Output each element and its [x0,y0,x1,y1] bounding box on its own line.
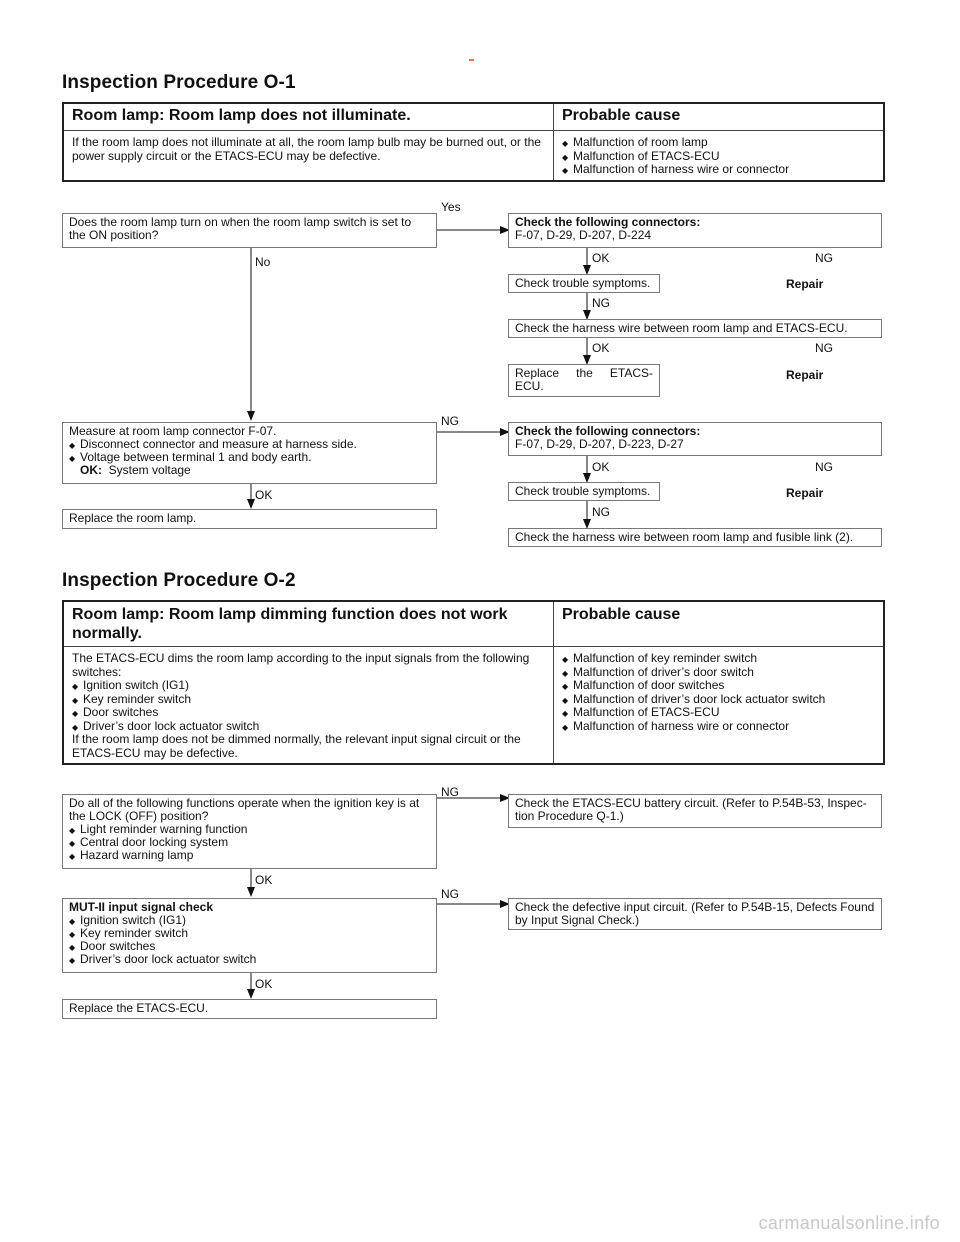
yes-label: Yes [441,200,461,214]
o1-trouble2-box: Check trouble symptoms. [508,482,660,501]
o2-cause-header: Probable cause [554,601,885,647]
o1-conn1-box [508,213,882,248]
o2-table-title: Room lamp: Room lamp dimming function does not work normally. [63,601,554,647]
function-item: ◆ Hazard warning lamp [69,849,430,862]
conn1-list: F-07, D-29, D-207, D-224 [515,228,652,242]
switch-item: ◆ Ignition switch (IG1) [72,679,545,693]
conn1-title: Check the following connectors: [515,215,701,229]
mut-title: MUT-II input signal check [69,900,214,914]
o2-desc-intro: The ETACS-ECU dims the room lamp according to the input signals from the following switches: [72,651,530,679]
o2-heading: Inspection Procedure O-2 [62,570,296,591]
ng-label: NG [592,505,610,519]
o1-description: If the room lamp does not illuminate at all, the room lamp bulb may be burned out, or the power supply circuit or the ETACS-ECU may be defective. [63,131,554,181]
ok-label: OK [255,977,273,991]
ng-label: NG [441,887,459,901]
mut-item: ◆ Driver’s door lock actuator switch [69,953,430,966]
repair-label: Repair [786,277,824,291]
no-label: No [255,255,271,269]
switch-item: ◆ Driver’s door lock actuator switch [72,720,545,734]
o1-conn2-box [508,422,882,456]
measure-list [69,438,430,464]
switch-item: ◆ Key reminder switch [72,693,545,707]
o2-q1-list [69,823,430,862]
o1-q1-box: Does the room lamp turn on when the room lamp switch is set to the ON position? [62,213,437,248]
ok-spec-label: OK: [80,463,102,477]
o1-measure-box [62,422,437,484]
cause-item: ◆ Malfunction of driver’s door switch [562,666,875,680]
function-item: ◆ Central door locking system [69,836,430,849]
ng-label: NG [441,785,459,799]
switch-item: ◆ Door switches [72,706,545,720]
ok-label: OK [255,873,273,887]
o2-q1-box [62,794,437,869]
ok-label: OK [592,251,610,265]
ng-label: NG [815,251,833,265]
o1-harness1-box: Check the harness wire between room lamp and ETACS-ECU. [508,319,882,338]
o1-cause-header: Probable cause [554,103,885,131]
repair-label: Repair [786,486,824,500]
ng-label: NG [441,414,459,428]
o2-switch-list [72,679,545,733]
o1-replace-ecu-box: Replace the ETACS-ECU. [508,364,660,397]
ok-spec-value: System voltage [108,463,191,477]
o1-trouble1-box: Check trouble symptoms. [508,274,660,293]
o2-defective-check-box: Check the defective input circuit. (Refer to P.54B-15, Defects Found by Input Signal Check.) [508,898,882,930]
ok-label: OK [255,488,273,502]
o2-cause-table [62,600,885,765]
ok-label: OK [592,460,610,474]
o2-battery-check-box: Check the ETACS-ECU battery circuit. (Refer to P.54B-53, Inspec-tion Procedure Q-1.) [508,794,882,828]
ng-label: NG [815,460,833,474]
o1-harness2-box: Check the harness wire between room lamp and fusible link (2). [508,528,882,547]
measure-title: Measure at room lamp connector F-07. [69,424,277,438]
o1-replace-lamp-box: Replace the room lamp. [62,509,437,529]
function-item: ◆ Light reminder warning function [69,823,430,836]
measure-item: ◆ Disconnect connector and measure at harness side. [69,438,430,451]
o2-causes-list [562,652,875,733]
cause-item: ◆ Malfunction of harness wire or connector [562,720,875,734]
o2-q1-text: Do all of the following functions operate when the ignition key is at the LOCK (OFF) position? [69,796,420,823]
conn2-list: F-07, D-29, D-207, D-223, D-27 [515,437,684,451]
o2-mut-box [62,898,437,973]
ng-label: NG [592,296,610,310]
mut-item: ◆ Ignition switch (IG1) [69,914,430,927]
cause-item: ◆ Malfunction of key reminder switch [562,652,875,666]
o2-replace-ecu-box: Replace the ETACS-ECU. [62,999,437,1019]
repair-label: Repair [786,368,824,382]
mut-list [69,914,430,966]
conn2-title: Check the following connectors: [515,424,701,438]
cause-item: ◆ Malfunction of ETACS-ECU [562,706,875,720]
mut-item: ◆ Key reminder switch [69,927,430,940]
ok-label: OK [592,341,610,355]
cause-item: ◆ Malfunction of door switches [562,679,875,693]
mut-item: ◆ Door switches [69,940,430,953]
o1-table-title: Room lamp: Room lamp does not illuminate. [63,103,554,131]
o1-heading: Inspection Procedure O-1 [62,72,296,93]
measure-item: ◆ Voltage between terminal 1 and body earth. [69,451,430,464]
cause-item: ◆ Malfunction of room lamp [562,136,875,150]
cause-item: ◆ Malfunction of driver’s door lock actuator switch [562,693,875,707]
o2-desc-outro: If the room lamp does not be dimmed normally, the relevant input signal circuit or the ETACS-ECU may be defective. [72,732,521,760]
cause-item: ◆ Malfunction of ETACS-ECU [562,150,875,164]
ng-label: NG [815,341,833,355]
cause-item: ◆ Malfunction of harness wire or connector [562,163,875,177]
watermark: carmanualsonline.info [758,1213,940,1233]
